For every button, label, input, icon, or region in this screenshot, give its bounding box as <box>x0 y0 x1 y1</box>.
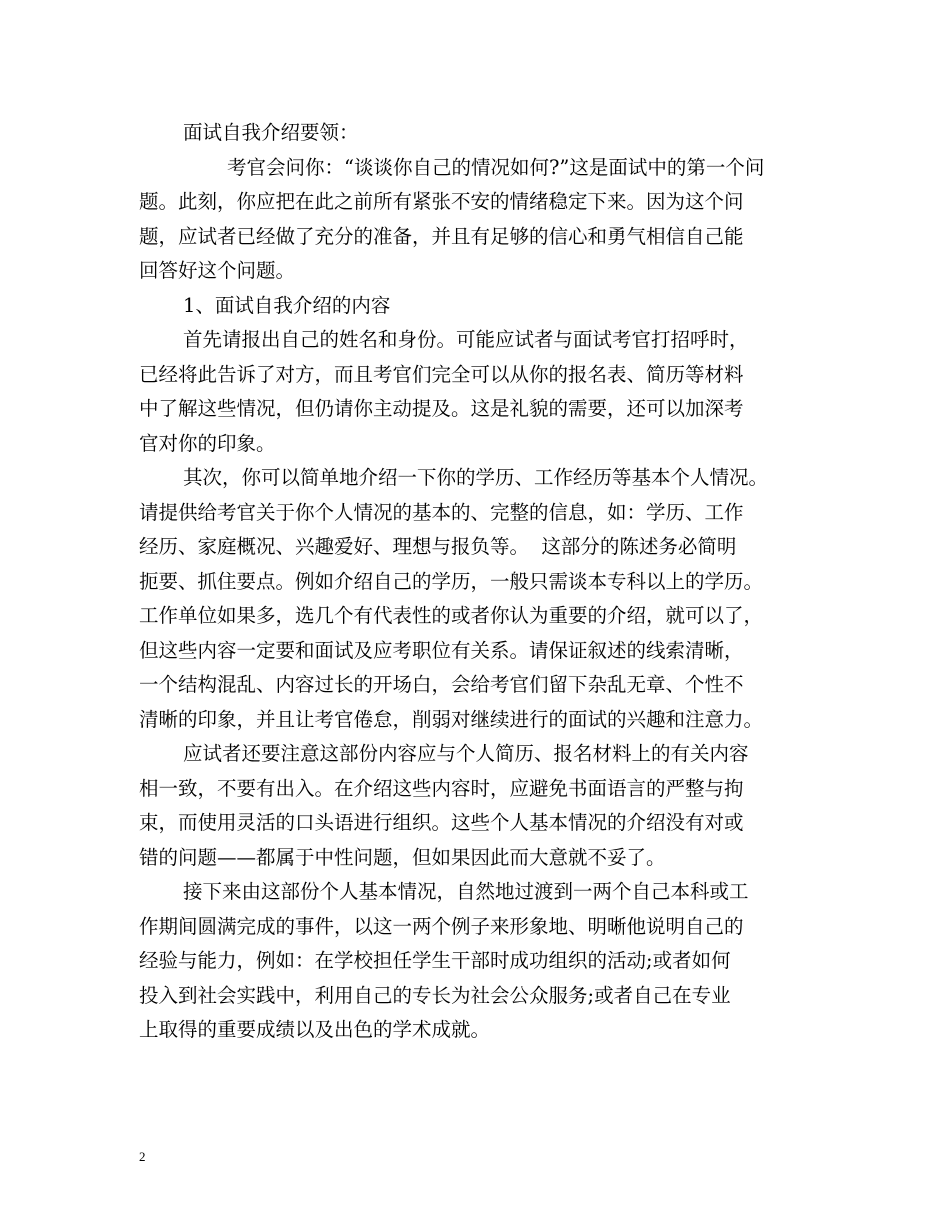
text-line: 回答好这个问题。 <box>139 259 296 282</box>
text-line: 1、面试自我介绍的内容 <box>183 293 391 317</box>
text-line: 题。此刻，你应把在此之前所有紧张不安的情绪稳定下来。因为这个问 <box>139 190 744 213</box>
text-line: 题，应试者已经做了充分的准备，并且有足够的信心和勇气相信自己能 <box>139 224 744 248</box>
text-line: 一个结构混乱、内容过长的开场白，会给考官们留下杂乱无章、个性不 <box>139 673 744 696</box>
text-line: 清晰的印象，并且让考官倦怠，削弱对继续进行的面试的兴趣和注意力。 <box>139 707 764 731</box>
text-line: 应试者还要注意这部份内容应与个人简历、报名材料上的有关内容 <box>183 742 749 765</box>
text-line: 作期间圆满完成的事件，以这一两个例子来形象地、明晰他说明自己的 <box>139 914 744 938</box>
section-heading <box>139 289 829 324</box>
text-line: 已经将此告诉了对方，而且考官们完全可以从你的报名表、简历等材料 <box>139 362 744 386</box>
first-paragraph <box>139 323 829 461</box>
page-number: 2 <box>139 1149 146 1164</box>
text-line: 其次，你可以简单地介绍一下你的学历、工作经历等基本个人情况。 <box>183 466 769 489</box>
heading-paragraph <box>139 116 829 151</box>
text-line: 请提供给考官关于你个人情况的基本的、完整的信息，如：学历、工作 <box>139 500 744 524</box>
third-paragraph <box>139 737 829 875</box>
text-line: 扼要、抓住要点。例如介绍自己的学历，一般只需谈本专科以上的学历。 <box>139 569 764 593</box>
text-line: 经历、家庭概况、兴趣爱好、理想与报负等。 这部分的陈述务必简明 <box>139 535 737 558</box>
text-line: 工作单位如果多，选几个有代表性的或者你认为重要的介绍，就可以了， <box>139 604 764 627</box>
text-line: 接下来由这部份个人基本情况，自然地过渡到一两个自己本科或工 <box>183 880 749 903</box>
text-line: 错的问题——都属于中性问题，但如果因此而大意就不妥了。 <box>139 845 666 869</box>
text-line: 束，而使用灵活的口头语进行组织。这些个人基本情况的介绍没有对或 <box>139 811 744 834</box>
second-paragraph <box>139 461 829 737</box>
text-line: 但这些内容一定要和面试及应考职位有关系。请保证叙述的线索清晰， <box>139 638 744 662</box>
document-body <box>139 116 829 1048</box>
text-line: 首先请报出自己的姓名和身份。可能应试者与面试考官打招呼时， <box>183 328 749 351</box>
text-line: 面试自我介绍要领： <box>183 121 359 144</box>
text-line: 上取得的重要成绩以及出色的学术成就。 <box>139 1018 491 1041</box>
intro-paragraph <box>139 151 829 289</box>
text-line: 经验与能力，例如：在学校担任学生干部时成功组织的活动;或者如何 <box>139 949 731 972</box>
text-line: 考官会问你：“谈谈你自己的情况如何?”这是面试中的第一个问 <box>227 155 765 179</box>
fourth-paragraph <box>139 875 829 1048</box>
text-line: 相一致，不要有出入。在介绍这些内容时，应避免书面语言的严整与拘 <box>139 776 744 800</box>
text-line: 投入到社会实践中，利用自己的专长为社会公众服务;或者自己在专业 <box>139 983 731 1007</box>
text-line: 官对你的印象。 <box>139 431 276 455</box>
text-line: 中了解这些情况，但仍请你主动提及。这是礼貌的需要，还可以加深考 <box>139 397 744 420</box>
